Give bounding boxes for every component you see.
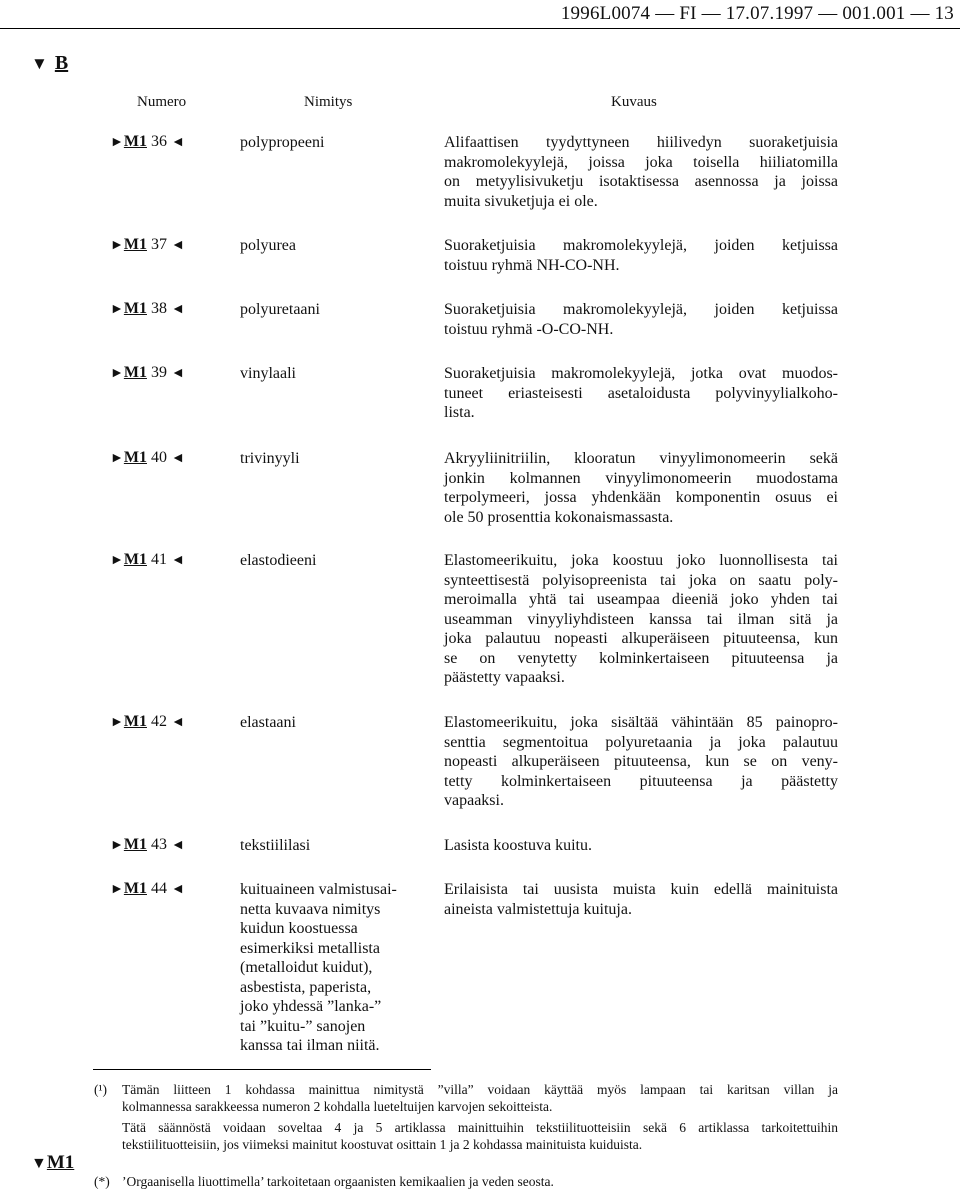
marker-label: M1: [46, 1152, 75, 1173]
fibre-description: Suoraketjuisia makromolekyylejä, joiden ketjuissa toistuu ryhmä NH-CO-NH.: [444, 237, 838, 274]
row-number: 42: [150, 713, 167, 730]
amendment-link[interactable]: M1: [123, 449, 147, 466]
footnote-text: Tätä säännöstä voidaan soveltaa 4 ja 5 artiklassa mainittuihin tekstiilituotteisiin sekä 6 artiklassa tarkoitettuihin tekstiilituotteisiin, jos viimeksi mainitut koostuvat osittain 1 ja 2 kohdassa mainituista kuiduista.: [122, 1120, 838, 1152]
left-pointer-icon: ◄: [170, 715, 185, 730]
amendment-marker-b: [31, 52, 68, 75]
left-pointer-icon: ◄: [170, 451, 185, 466]
fibre-description: Suoraketjuisia makromolekyylejä, joiden ketjuissa toistuu ryhmä -O-CO-NH.: [444, 301, 838, 338]
fibre-name: vinylaali: [240, 365, 296, 382]
row-reference: [110, 836, 185, 854]
row-number: 36: [150, 133, 167, 150]
right-pointer-icon: ►: [110, 882, 124, 897]
row-reference: [110, 880, 185, 898]
fibre-description: Alifaattisen tyydyttyneen hiilivedyn suoraketjuisia makromolekyylejä, joissa joka toisella hiiliatomilla on metyylisivuketju isotaktisessa asennossa ja joissa muita sivuketjuja ei ole.: [444, 134, 838, 210]
row-reference: [110, 449, 185, 467]
right-pointer-icon: ►: [110, 715, 124, 730]
footnote-separator: [93, 1069, 431, 1070]
fibre-name: polyurea: [240, 237, 296, 254]
fibre-name: polypropeeni: [240, 134, 325, 151]
down-triangle-icon: ▼: [31, 54, 48, 73]
row-reference: [110, 133, 185, 151]
fibre-name: elastaani: [240, 714, 296, 731]
right-pointer-icon: ►: [110, 451, 124, 466]
footnote-text: ’Orgaanisella liuottimella’ tarkoitetaan orgaanisten kemikaalien ja veden seosta.: [122, 1174, 554, 1189]
amendment-link[interactable]: M1: [123, 133, 147, 150]
fibre-name: elastodieeni: [240, 552, 317, 569]
left-pointer-icon: ◄: [170, 553, 185, 568]
fibre-description: Erilaisista tai uusista muista kuin edellä mainituista aineista valmistettuja kuituja.: [444, 881, 838, 918]
row-reference: [110, 551, 185, 569]
column-header-numero: Numero: [137, 94, 187, 110]
right-pointer-icon: ►: [110, 838, 124, 853]
amendment-link[interactable]: M1: [123, 236, 147, 253]
row-reference: [110, 300, 185, 318]
row-number: 43: [150, 836, 167, 853]
document-reference: 1996L0074 — FI — 17.07.1997 — 001.001 — 13: [560, 3, 954, 24]
down-triangle-icon: ▼: [31, 1155, 47, 1172]
right-pointer-icon: ►: [110, 302, 124, 317]
fibre-description: Lasista koostuva kuitu.: [444, 837, 592, 854]
right-pointer-icon: ►: [110, 366, 124, 381]
fibre-description: Suoraketjuisia makromolekyylejä, jotka ovat muodos- tuneet eriasteisesti asetaloidusta polyvinyylialkoho- lista.: [444, 365, 838, 421]
fibre-description: Elastomeerikuitu, joka koostuu joko luonnollisesta tai synteettisestä polyisopreenista tai joka on saatu poly- meroimalla yhtä tai useampaa dieeniä joko yhden tai useamman vinyyliyhdisteen kanssa tai ilman sitä ja joka palautuu nopeasti alkuperäiseen pituuteensa, kun se on venytetty kolminkertaiseen pituuteensa ja päästetty vapaaksi.: [444, 552, 838, 686]
footnote-text: Tämän liitteen 1 kohdassa mainittua nimitystä ”villa” voidaan käyttää myös lampaan tai karitsan villan ja kolmannessa sarakkeessa numeron 2 kohdalla lueteltuijen karvojen sekoitteista.: [122, 1082, 838, 1114]
fibre-description: Akryyliinitriilin, klooratun vinyylimonomeerin sekä jonkin kolmannen vinyylimonomeerin muodostama terpolymeeri, jossa yhdenkään komponentin osuus ei ole 50 prosenttia kokonaismassasta.: [444, 450, 838, 526]
row-reference: [110, 236, 185, 254]
document-header: [0, 0, 960, 29]
row-number: 39: [150, 364, 167, 381]
fibre-name: tekstiililasi: [240, 837, 311, 854]
row-number: 37: [150, 236, 167, 253]
amendment-link[interactable]: M1: [123, 836, 147, 853]
fibre-name: kuituaineen valmistusai- netta kuvaava nimitys kuidun koostuessa esimerkiksi metallista (metalloidut kuidut), asbestista, paperista, joko yhdessä ”lanka-” tai ”kuitu-” sanojen kanssa tai ilman niitä.: [240, 881, 397, 1054]
fibre-name: trivinyyli: [240, 450, 300, 467]
column-header-nimitys: Nimitys: [304, 94, 353, 110]
left-pointer-icon: ◄: [170, 838, 185, 853]
left-pointer-icon: ◄: [170, 882, 185, 897]
fibre-description: Elastomeerikuitu, joka sisältää vähintään 85 painopro- senttia segmentoitua polyuretaania ja joka palautuu nopeasti alkuperäiseen pituuteensa, kun se on veny- tetty kolminkertaiseen pituuteensa ja päästetty vapaaksi.: [444, 714, 838, 809]
left-pointer-icon: ◄: [170, 135, 185, 150]
right-pointer-icon: ►: [110, 553, 124, 568]
row-reference: [110, 713, 185, 731]
marker-label: B: [54, 52, 69, 74]
right-pointer-icon: ►: [110, 238, 124, 253]
amendment-link[interactable]: M1: [123, 713, 147, 730]
left-pointer-icon: ◄: [170, 302, 185, 317]
footnote-mark: (*): [94, 1174, 110, 1189]
row-reference: [110, 364, 185, 382]
fibre-name: polyuretaani: [240, 301, 320, 318]
amendment-marker-m1: [31, 1152, 74, 1174]
right-pointer-icon: ►: [110, 135, 124, 150]
amendment-link[interactable]: M1: [123, 551, 147, 568]
column-header-kuvaus: Kuvaus: [611, 94, 657, 110]
left-pointer-icon: ◄: [170, 238, 185, 253]
amendment-link[interactable]: M1: [123, 300, 147, 317]
left-pointer-icon: ◄: [170, 366, 185, 381]
amendment-link[interactable]: M1: [123, 364, 147, 381]
row-number: 40: [150, 449, 167, 466]
row-number: 41: [150, 551, 167, 568]
footnote-mark: (¹): [94, 1082, 108, 1097]
amendment-link[interactable]: M1: [123, 880, 147, 897]
row-number: 38: [150, 300, 167, 317]
row-number: 44: [150, 880, 167, 897]
